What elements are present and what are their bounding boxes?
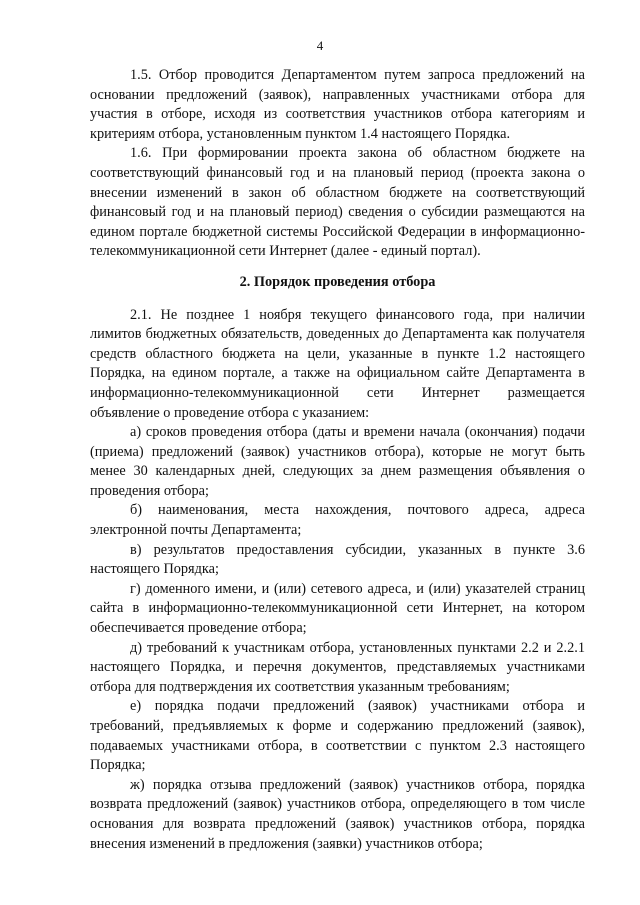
paragraph-2-1 [90, 306, 585, 424]
paragraph-1-6 [90, 144, 585, 262]
list-item-a: а) сроков проведения отбора (даты и времени начала (окончания) подачи (приема) предложений (заявок) участников отбора), которые не могут быть менее 30 календарных дней, следующих за днем размещения объявления о проведения отбора; [90, 424, 585, 499]
document-body [90, 66, 585, 854]
paragraph-text: При формировании проекта закона об областном бюджете на соответствующий финансовый год и на плановый период (проекта закона о внесении изменений в закон об областном бюджете на соответствующий финансовый год и на плановый период) сведения о субсидии размещаются на едином портале бюджетной системы Российской Федерации в информационно-телекоммуникационной сети Интернет (далее - единый портал). [90, 145, 585, 260]
paragraph-1-5 [90, 66, 585, 144]
paragraph-text: Не позднее 1 ноября текущего финансового года, при наличии лимитов бюджетных обязательств, доведенных до Департамента как получателя средств областного бюджета на цели, указанные в пункте 1.2 настоящего Порядка, на едином портале, а также на официальном сайте Департамента в информационно-телекоммуникационной сети Интернет размещается объявление о проведение отбора с указанием: [90, 306, 585, 421]
clause-number: 2.1. [130, 306, 152, 323]
list-item-b: б) наименования, места нахождения, почтового адреса, адреса электронной почты Департамента; [90, 502, 585, 539]
list-item-d: д) требований к участникам отбора, установленных пунктами 2.2 и 2.2.1 настоящего Порядка, и перечня документов, представляемых участниками отбора для подтверждения их соответствия указанным требованиям; [90, 639, 585, 695]
list-item-zh: ж) порядка отзыва предложений (заявок) участников отбора, порядка возврата предложений (заявок) участников отбора, определяющего в том числе основания для возврата предложений (заявок) участников отбора, порядка внесения изменений в предложения (заявки) участников отбора; [90, 776, 585, 852]
list-item-g: г) доменного имени, и (или) сетевого адреса, и (или) указателей страниц сайта в информационно-телекоммуникационной сети Интернет, на котором обеспечивается проведение отбора; [90, 580, 585, 637]
clause-number: 1.5. [130, 67, 152, 83]
list-item-v: в) результатов предоставления субсидии, указанных в пункте 3.6 настоящего Порядка; [90, 541, 585, 578]
paragraph-text: Отбор проводится Департаментом путем запроса предложений на основании предложений (заявок), направленных участниками отбора для участия в отборе, исходя из соответствия участников отбора категориям и критериям отбора, установленным пунктом 1.4 настоящего Порядка. [90, 67, 586, 142]
clause-number: 1.6. [130, 145, 152, 162]
page-number: 4 [316, 38, 324, 53]
section-heading: 2. Порядок проведения отбора [239, 273, 436, 290]
list-item-e: е) порядка подачи предложений (заявок) участниками отбора и требований, предъявляемых к форме и содержанию предложений (заявок), подаваемых участниками отбора, в соответствии с пунктом 2.3 настоящего Порядка; [90, 698, 585, 774]
